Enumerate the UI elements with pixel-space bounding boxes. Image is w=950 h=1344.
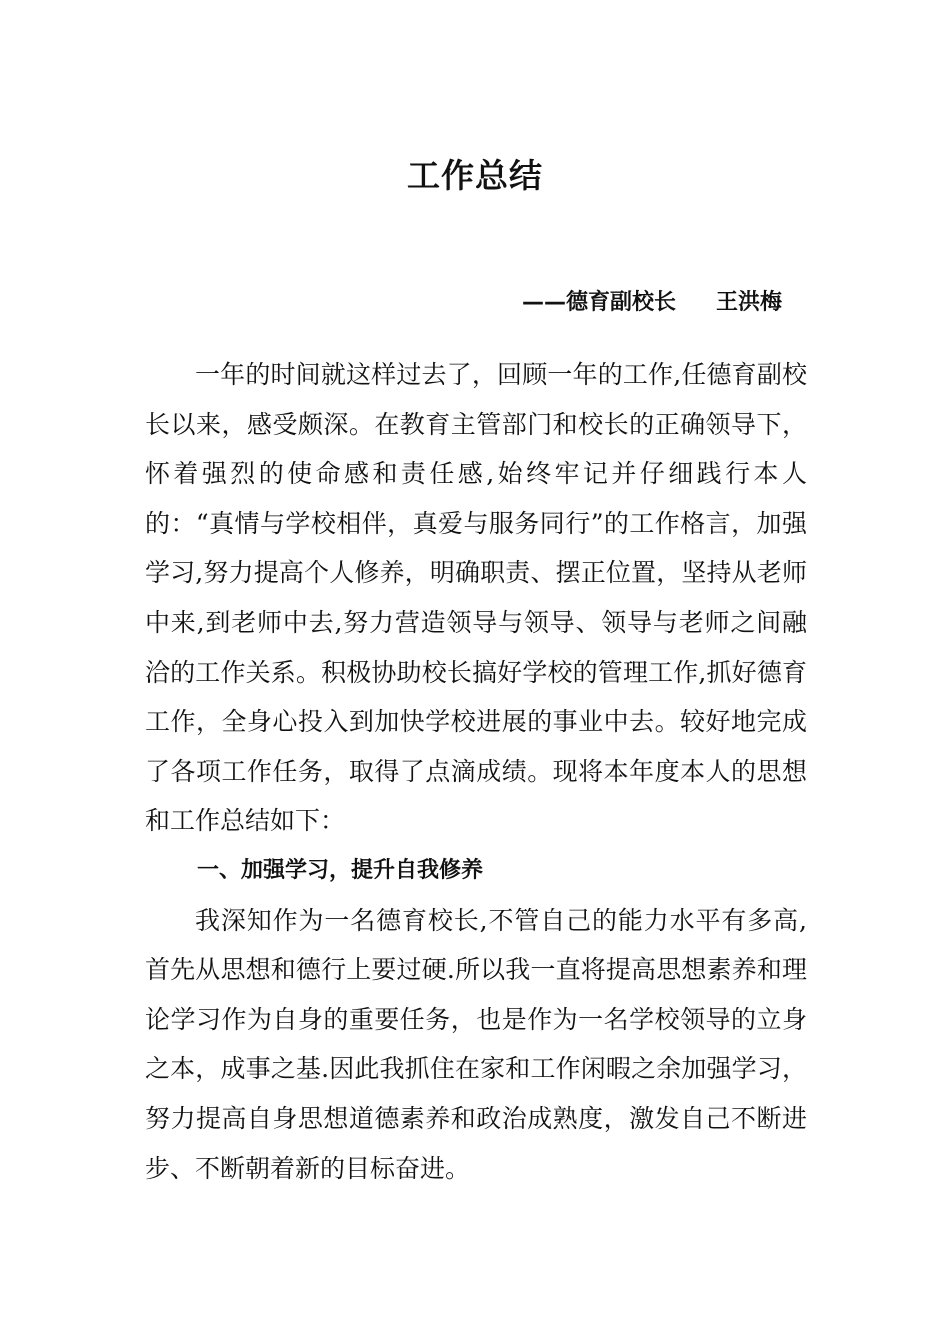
author-name: 王洪梅 [715, 290, 782, 315]
intro-paragraph: 一年的时间就这样过去了，回顾一年的工作,任德育副校长以来，感受颇深。在教育主管部门和校长的正确领导下，怀着强烈的使命感和责任感,始终牢记并仔细践行本人的：“真情与学校相伴，真爱与服务同行”的工作格言，加强学习,努力提高个人修养，明确职责、摆正位置，坚持从老师中来,到老师中去,努力营造领导与领导、领导与老师之间融洽的工作关系。积极协助校长搞好学校的管理工作,抓好德育工作，全身心投入到加快学校进展的事业中去。较好地完成了各项工作任务，取得了点滴成绩。现将本年度本人的思想和工作总结如下： [145, 360, 807, 836]
document-title: 工作总结 [407, 156, 543, 195]
document-body [145, 350, 807, 1193]
section-heading: 一、加强学习，提升自我修养 [197, 857, 484, 883]
section-paragraph: 我深知作为一名德育校长,不管自己的能力水平有多高,首先从思想和德行上要过硬.所以我一直将提高思想素养和理论学习作为自身的重要任务，也是作为一名学校领导的立身之本，成事之基.因此我抓住在家和工作闲暇之余加强学习，努力提高自身思想道德素养和政治成熟度，激发自己不断进步、不断朝着新的目标奋进。 [145, 905, 807, 1183]
author-role: ——德育副校长 [521, 290, 676, 315]
author-byline [522, 285, 782, 321]
